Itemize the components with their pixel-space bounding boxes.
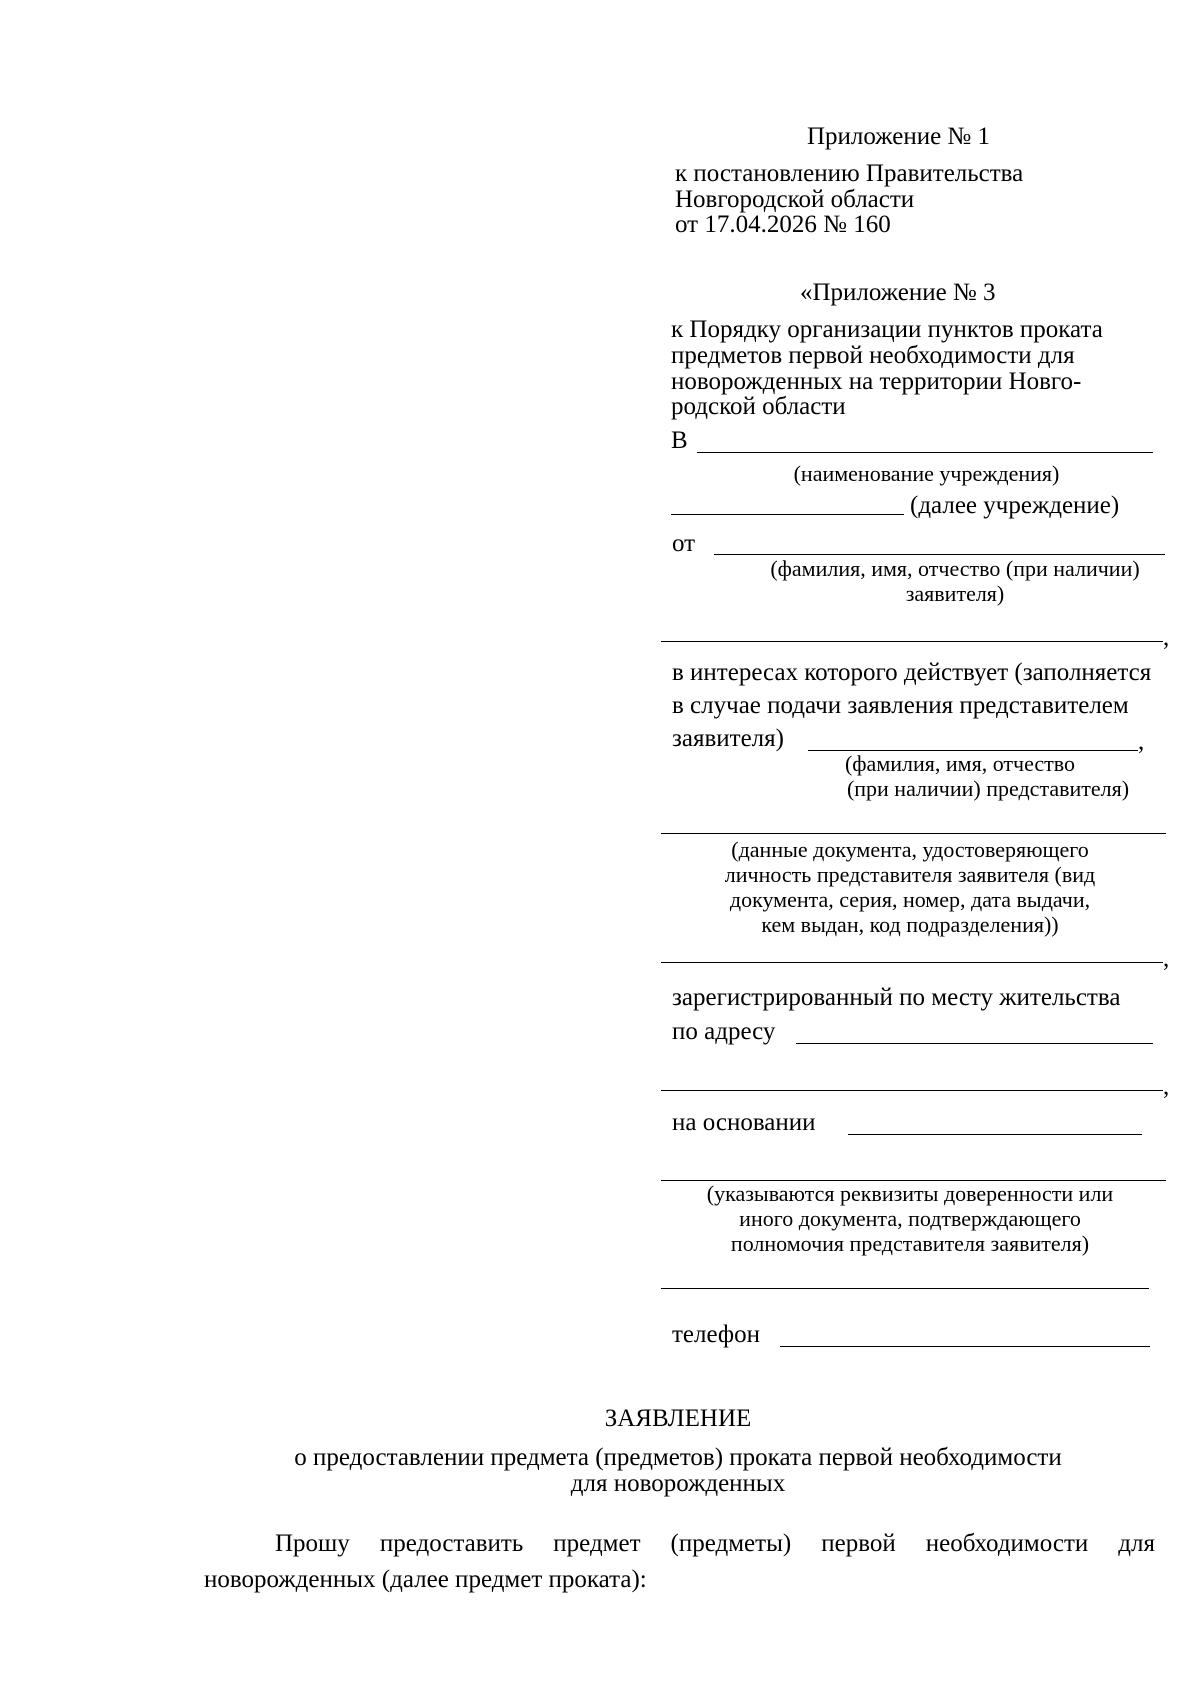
doc-hint-1: (данные документа, удостоверяющего xyxy=(731,837,1089,862)
statement-body-2: новорожденных (далее предмет проката): xyxy=(204,1566,647,1593)
annex1-line3: от 17.04.2026 № 160 xyxy=(675,211,891,238)
statement-subtitle-2: для новорожденных xyxy=(570,1470,786,1497)
institution-suffix: (далее учреждение) xyxy=(910,492,1120,519)
annex3-line2: предметов первой необходимости для xyxy=(671,342,1075,369)
annex1-title: Приложение № 1 xyxy=(807,123,991,150)
rep-name-hint-1: (фамилия, имя, отчество xyxy=(844,751,1076,776)
comma-3: , xyxy=(1163,945,1170,972)
annex3-line4: родской области xyxy=(671,393,846,420)
institution-field-line-2[interactable] xyxy=(671,514,904,515)
rep-name-hint-2: (при наличии) представителя) xyxy=(846,776,1130,801)
rep-document-extra-line[interactable] xyxy=(661,962,1163,963)
registered-line-2: по адресу xyxy=(672,1018,776,1045)
address-field-line[interactable] xyxy=(796,1043,1153,1044)
applicant-hint-2: заявителя) xyxy=(905,581,1005,606)
comma-2: , xyxy=(1138,728,1145,755)
annex1-line2: Новгородской области xyxy=(675,186,915,213)
annex1-line1: к постановлению Правительства xyxy=(675,160,1024,187)
address-extra-line[interactable] xyxy=(661,1090,1163,1091)
applicant-extra-line[interactable] xyxy=(661,641,1163,642)
statement-title: ЗАЯВЛЕНИЕ xyxy=(604,1405,752,1432)
comma-4: , xyxy=(1163,1073,1170,1100)
representative-line-2: в случае подачи заявления представителем xyxy=(672,692,1129,719)
basis-second-line[interactable] xyxy=(661,1288,1149,1289)
institution-field-line[interactable] xyxy=(697,452,1153,453)
phone-label: телефон xyxy=(672,1321,760,1348)
representative-line-1: в интересах которого действует (заполняется xyxy=(672,659,1152,686)
basis-hint-1: (указываются реквизиты доверенности или xyxy=(706,1181,1114,1206)
doc-hint-4: кем выдан, код подразделения)) xyxy=(761,912,1059,937)
doc-hint-2: личность представителя заявителя (вид xyxy=(724,862,1096,887)
comma-1: , xyxy=(1163,624,1170,651)
registered-line-1: зарегистрированный по месту жительства xyxy=(672,984,1121,1011)
basis-field-line[interactable] xyxy=(848,1134,1142,1135)
statement-body-1: Прошу предоставить предмет (предметы) первой необходимости для xyxy=(275,1530,1155,1557)
doc-hint-3: документа, серия, номер, дата выдачи, xyxy=(729,887,1091,912)
annex3-title: «Приложение № 3 xyxy=(800,279,996,306)
applicant-field-line[interactable] xyxy=(714,554,1165,555)
representative-line-3: заявителя) xyxy=(672,725,784,752)
annex3-line3: новорожденных на территории Новго- xyxy=(671,368,1082,395)
annex3-line1: к Порядку организации пунктов проката xyxy=(671,316,1103,343)
basis-label: на основании xyxy=(672,1109,816,1136)
applicant-hint-1: (фамилия, имя, отчество (при наличии) xyxy=(770,556,1140,581)
basis-hint-2: иного документа, подтверждающего xyxy=(739,1206,1081,1231)
institution-hint: (наименование учреждения) xyxy=(793,461,1060,486)
rep-document-field-line[interactable] xyxy=(661,833,1166,834)
basis-hint-3: полномочия представителя заявителя) xyxy=(730,1231,1090,1256)
statement-subtitle-1: о предоставлении предмета (предметов) проката первой необходимости xyxy=(294,1444,1062,1471)
to-prefix: В xyxy=(671,427,688,454)
from-prefix: от xyxy=(672,530,696,557)
phone-field-line[interactable] xyxy=(780,1346,1150,1347)
